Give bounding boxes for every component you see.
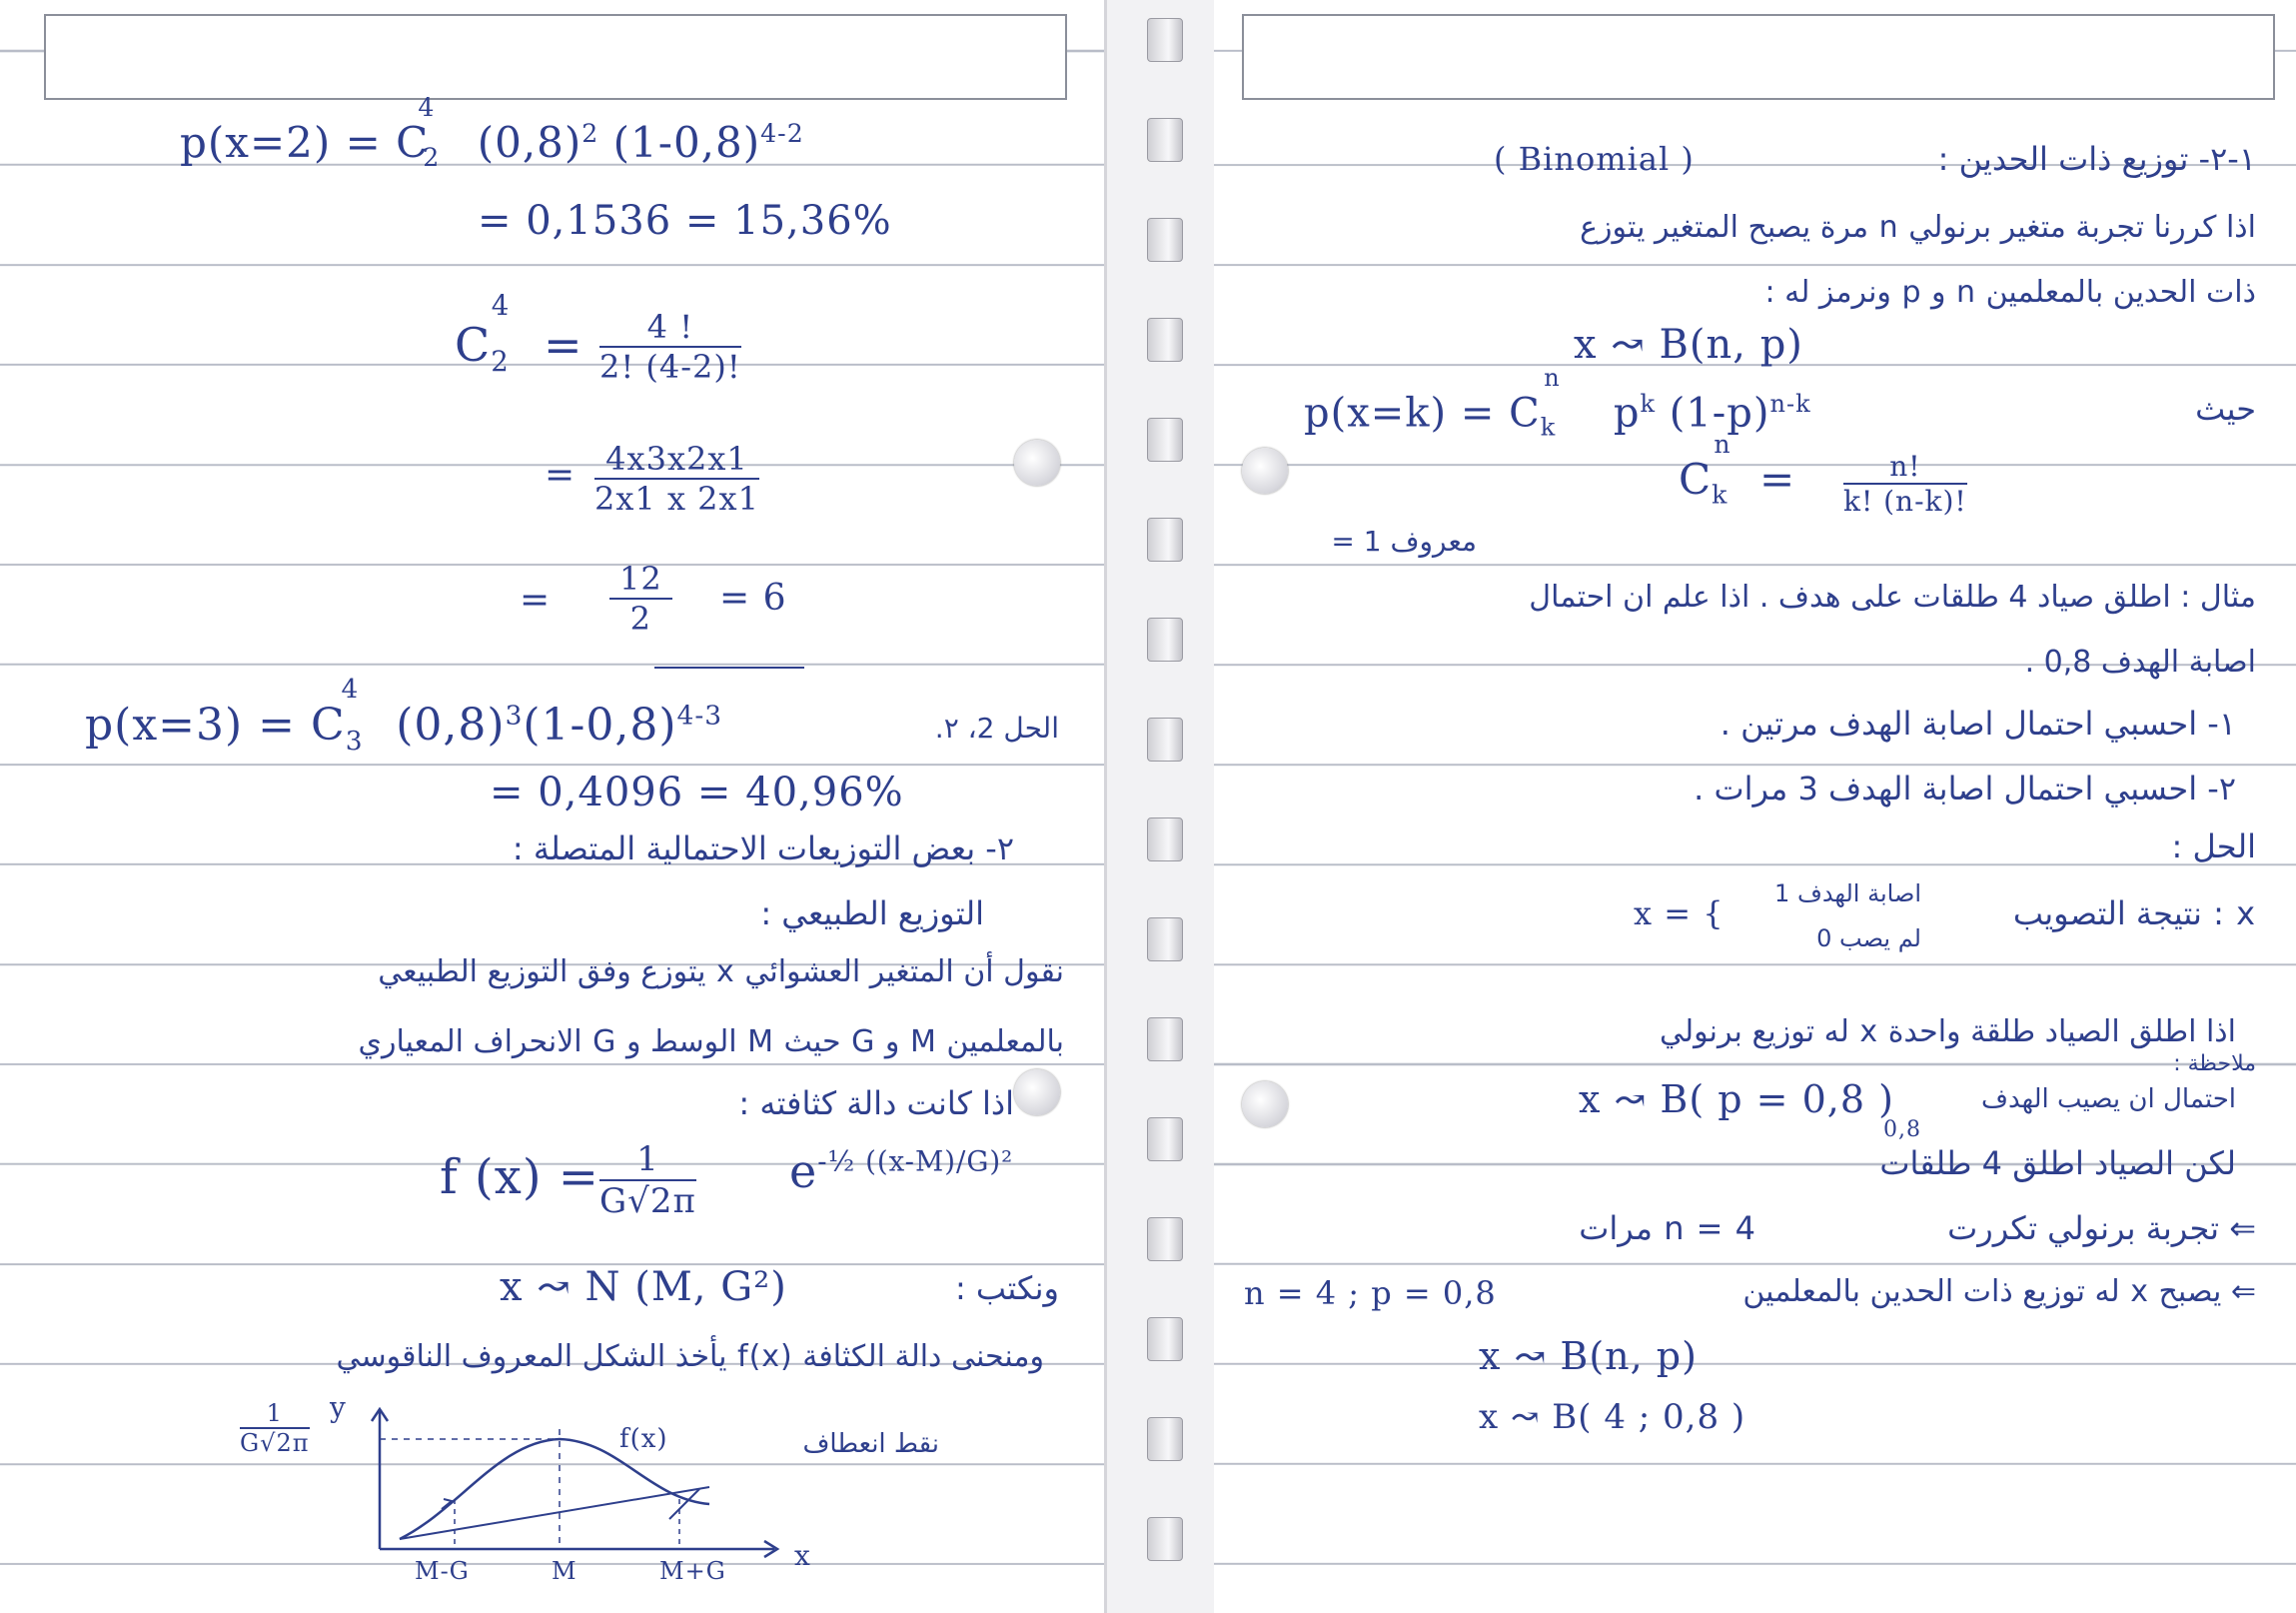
normal-definition-line2: بالمعلمين M و G حيث M الوسط و G الانحراف المعياري: [358, 1024, 1064, 1059]
equation-px3: $p(x=3) = C_3^4$ $(0,8)^3(1-0,8)^{4-3}$: [85, 674, 723, 757]
punch-hole: [1014, 440, 1060, 486]
outcome-hit: اصابة الهدف 1: [1774, 879, 1921, 907]
binomial-english-term: ( Binomial ): [1494, 140, 1695, 178]
binding-ring: [1147, 1117, 1183, 1161]
example-statement-line1: مثال : اطلق صياد 4 طلقات على هدف . اذا علم ان احتمال: [1529, 580, 2256, 615]
tick-label-m-plus-g: M+G: [659, 1557, 726, 1585]
question-1: ١- احسبي احتمال اصابة الهدف مرتين .: [1720, 705, 2236, 743]
page-header-box: [44, 14, 1067, 100]
bernoulli-notation: x ↝ B( p = 0,8 ): [1579, 1077, 1894, 1121]
binding-ring: [1147, 518, 1183, 562]
page-header-box: [1242, 14, 2275, 100]
question-2: ٢- احسبي احتمال اصابة الهدف 3 مرات .: [1694, 770, 2236, 807]
bell-curve-sketch: [230, 1389, 849, 1599]
binding-ring: [1147, 917, 1183, 961]
repeated-bernoulli: ⇐ تجربة برنولي تكررت: [1947, 1209, 2256, 1247]
binding-ring: [1147, 118, 1183, 162]
binding-ring: [1147, 18, 1183, 62]
simplified-fraction: $\frac{12}{2}$: [609, 560, 672, 638]
binding-ring: [1147, 218, 1183, 262]
solution-label: الحل :: [2171, 827, 2256, 865]
density-intro: اذا كانت دالة كثافته :: [738, 1084, 1014, 1122]
normal-definition-line1: نقول أن المتغير العشوائي x يتوزع وفق التوزيع الطبيعي: [378, 954, 1064, 989]
equals-sign: =: [520, 580, 552, 621]
binding-ring: [1147, 318, 1183, 362]
x-axis-label: x: [794, 1539, 811, 1572]
result-px3: = 0,4096 = 40,96%: [490, 770, 904, 815]
solution-label-2: الحل 2، ٢.: [934, 712, 1059, 745]
notebook-binding: [1104, 0, 1219, 1613]
normal-notation: x ↝ N (M, G²): [500, 1264, 787, 1310]
punch-hole: [1242, 448, 1288, 494]
punch-hole: [1014, 1069, 1060, 1115]
inflection-points-label: نقط انعطاف: [802, 1429, 939, 1459]
underline: [654, 667, 804, 669]
probability-annotation: 0,8: [1883, 1117, 1921, 1142]
binding-ring: [1147, 1217, 1183, 1261]
binomial-conclusion: ⇐ يصبح x له توزيع ذات الحدين بالمعلمين: [1742, 1274, 2256, 1309]
binding-ring: [1147, 1017, 1183, 1061]
combination-general-fraction: $\frac{n!}{k! (n-k)!}$: [1843, 450, 1967, 518]
equals-sign: =: [545, 455, 576, 496]
curve-label: f(x): [619, 1424, 668, 1454]
bell-curve-description: ومنحنى دالة الكثافة f(x) يأخذ الشكل المعروف الناقوسي: [336, 1339, 1044, 1374]
combination-general: $C_k^n$ =: [1679, 430, 1796, 510]
section-heading-binomial: ١-٢- توزيع ذات الحدين :: [1937, 140, 2256, 178]
density-function-label: f (x) =: [440, 1149, 600, 1205]
hit-probability-label: احتمال ان يصيب الهدف: [1981, 1084, 2236, 1114]
result-px2: = 0,1536 = 15,36%: [478, 198, 892, 244]
binding-ring: [1147, 618, 1183, 662]
subheading-normal: التوزيع الطبيعي :: [760, 894, 984, 932]
binomial-notation-general: x ↝ B(n, p): [1479, 1334, 1698, 1378]
binding-ring: [1147, 1517, 1183, 1561]
binding-ring: [1147, 418, 1183, 462]
section-heading-continuous: ٢- بعض التوزيعات الاحتمالية المتصلة :: [512, 829, 1014, 867]
expanded-fraction: $\frac{4x3x2x1}{2x1 x 2x1}$: [594, 440, 759, 518]
tick-label-m-minus-g: M-G: [415, 1557, 470, 1585]
tick-label-m: M: [552, 1557, 577, 1585]
binomial-parameters: n = 4 ; p = 0,8: [1244, 1274, 1497, 1312]
density-coefficient: $\frac{1}{G√2\pi}$: [599, 1139, 696, 1221]
known-note: معروف 1 =: [1331, 525, 1477, 558]
remark-label: ملاحظة :: [2173, 1051, 2256, 1076]
binding-ring: [1147, 1417, 1183, 1461]
notation-label: ونكتب :: [954, 1269, 1059, 1307]
notebook-page-left: [0, 0, 1104, 1613]
binomial-definition-line1: اذا كررنا تجربة متغير برنولي n مرة يصبح المتغير يتوزع: [1580, 210, 2256, 245]
density-exponent: $e^{-\frac{1}{2} ((x-M)/G)^2}$: [789, 1144, 1014, 1198]
combination-fraction: $\frac{4 !}{2! (4-2)!}$: [599, 308, 741, 386]
punch-hole: [1242, 1081, 1288, 1127]
binomial-definition-line2: ذات الحدين بالمعلمين n و p ونرمز له :: [1764, 275, 2256, 310]
notebook-page-right: [1214, 0, 2296, 1613]
random-variable-definition: x : نتيجة التصويب: [2012, 894, 2256, 932]
result-combination: = 6: [719, 578, 787, 619]
example-statement-line2: اصابة الهدف 0,8 .: [2024, 645, 2256, 680]
combination-symbol: $C_2^4$ =: [455, 288, 583, 379]
binomial-pmf: $p(x=k) = C_k^n$ $p^k$ $(1-p)^{n-k}$: [1304, 364, 1811, 442]
single-shot-bernoulli: اذا اطلق الصياد طلقة واحدة x له توزيع برنولي: [1660, 1014, 2236, 1049]
binding-ring: [1147, 817, 1183, 861]
binomial-notation-specific: x ↝ B( 4 ; 0,8 ): [1479, 1397, 1746, 1437]
where-label: حيث: [2195, 390, 2256, 428]
y-axis-label: y: [330, 1391, 347, 1424]
inflection-line: [400, 1487, 709, 1539]
four-shots-note: لكن الصياد اطلق 4 طلقات: [1879, 1144, 2236, 1182]
equation-px2: $p(x=2) = C_2^4$ $(0,8)^2$ $(1-0,8)^{4-2}$: [180, 93, 804, 173]
binding-ring: [1147, 718, 1183, 762]
peak-value-label: $\frac{1}{G√2\pi}$: [240, 1399, 310, 1457]
bell-curve: [400, 1439, 709, 1539]
binding-ring: [1147, 1317, 1183, 1361]
outcome-miss: لم يصب 0: [1816, 924, 1921, 952]
piecewise-x: x = {: [1634, 894, 1724, 932]
repetition-count: n = 4 مرات: [1579, 1209, 1756, 1247]
binomial-notation: x ↝ B(n, p): [1574, 322, 1803, 368]
